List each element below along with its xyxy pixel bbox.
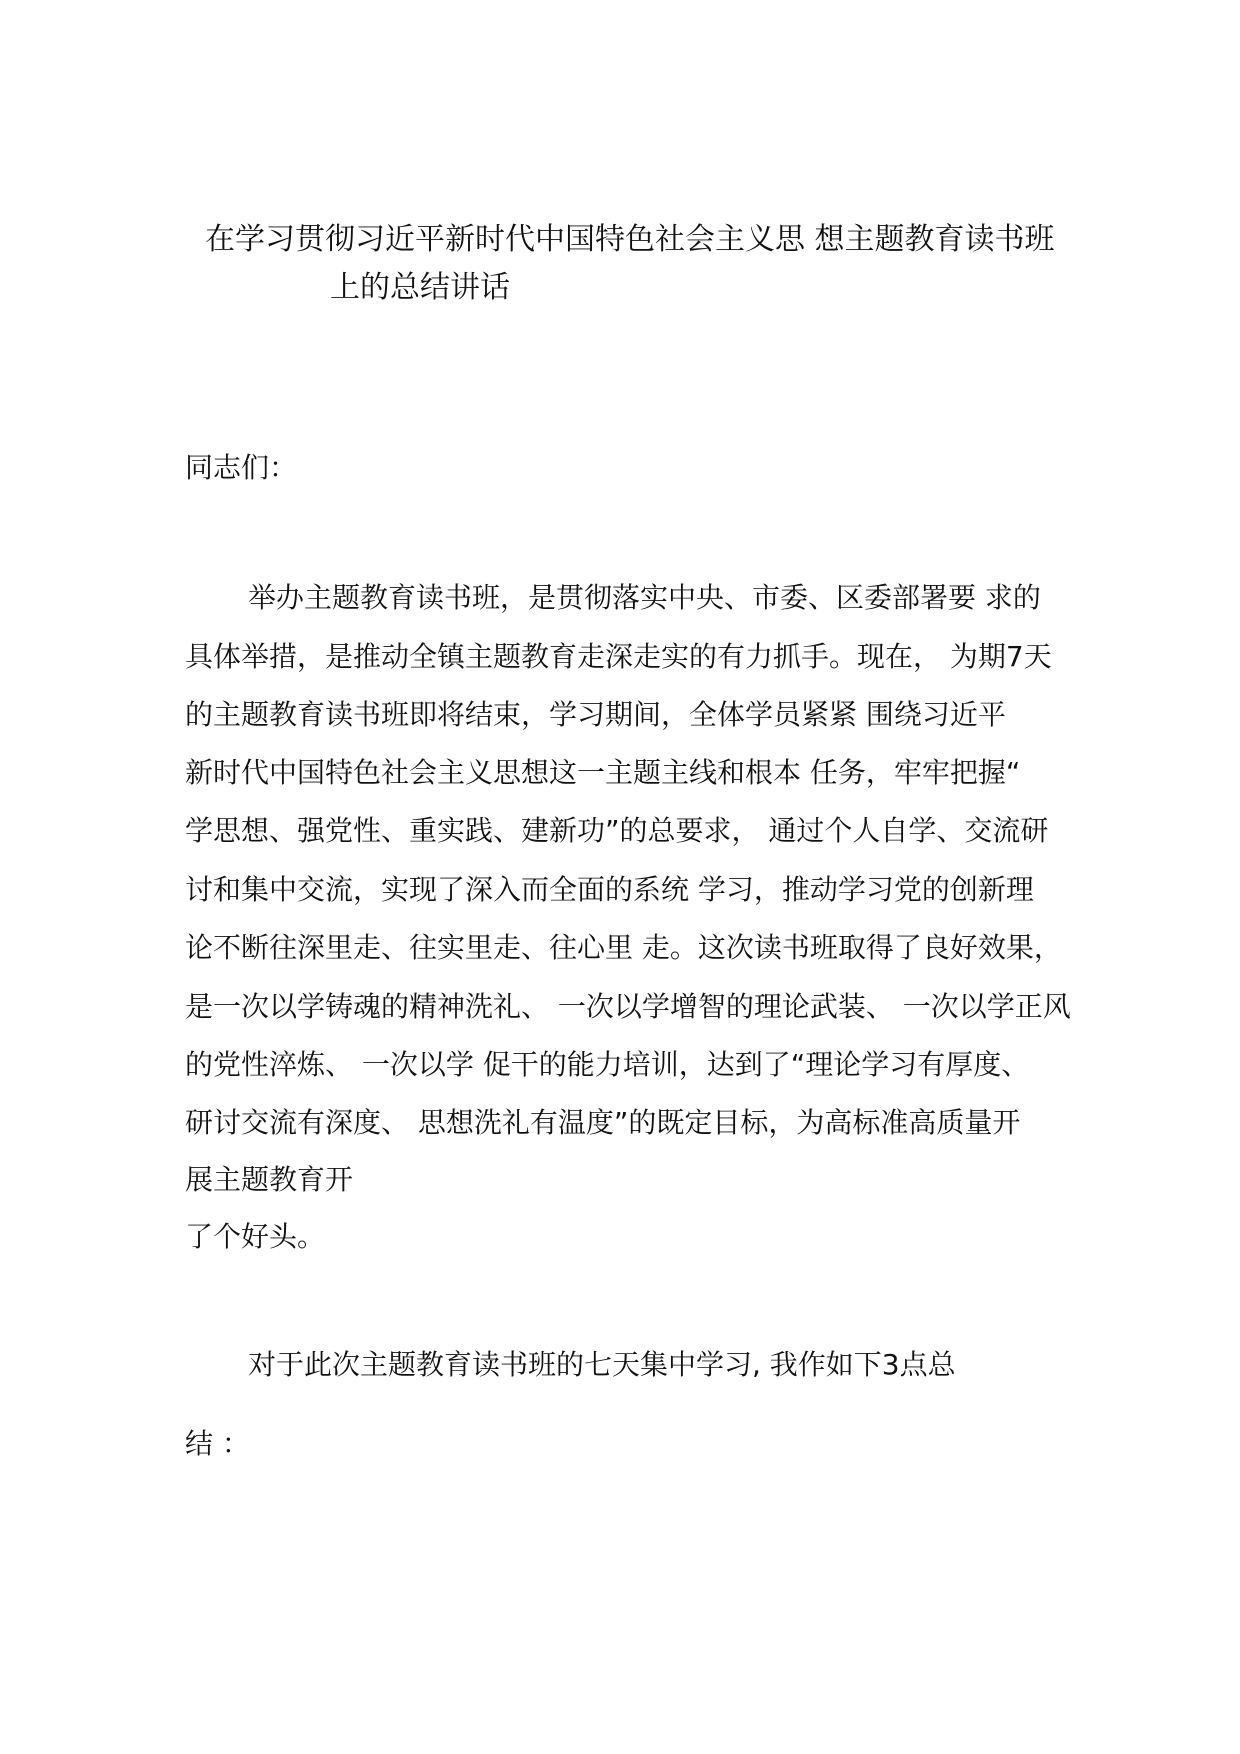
paragraph-1-line: 了个好头。 — [185, 1220, 326, 1253]
paragraph-1-line: 研讨交流有深度、 思想洗礼有温度”的既定目标，为高标准高质量开 — [185, 1106, 1021, 1139]
document-title-line-1: 在学习贯彻习近平新时代中国特色社会主义思 想主题教育读书班 — [205, 222, 1055, 257]
paragraph-1-line: 具体举措，是推动全镇主题教育走深走实的有力抓手。现在， 为期7天 — [185, 640, 1052, 673]
paragraph-1-line: 的党性淬炼、 一次以学 促干的能力培训，达到了“理论学习有厚度、 — [185, 1048, 1030, 1081]
paragraph-1-line: 展主题教育开 — [185, 1163, 354, 1196]
paragraph-2-line: 结 ： — [185, 1427, 250, 1460]
paragraph-1-line: 是一次以学铸魂的精神洗礼、 一次以学增智的理论武装、 一次以学正风 — [185, 990, 1071, 1023]
paragraph-1-line: 学思想、强党性、重实践、建新功”的总要求， 通过个人自学、交流研 — [185, 814, 1049, 847]
paragraph-1-line: 的主题教育读书班即将结束，学习期间，全体学员紧紧 围绕习近平 — [185, 698, 1006, 731]
paragraph-2-line: 对于此次主题教育读书班的七天集中学习, 我作如下3点总 — [248, 1348, 956, 1381]
document-title-line-2: 上的总结讲话 — [330, 270, 510, 305]
paragraph-1-line: 举办主题教育读书班，是贯彻落实中央、市委、区委部署要 求的 — [248, 581, 1041, 614]
paragraph-1-line: 新时代中国特色社会主义思想这一主题主线和根本 任务，牢牢把握“ — [185, 756, 1021, 789]
salutation: 同志们： — [185, 451, 298, 484]
paragraph-1-line: 讨和集中交流，实现了深入而全面的系统 学习，推动学习党的创新理 — [185, 873, 1034, 906]
paragraph-1-line: 论不断往深里走、往实里走、往心里 走。这次读书班取得了良好效果， — [185, 931, 1062, 964]
